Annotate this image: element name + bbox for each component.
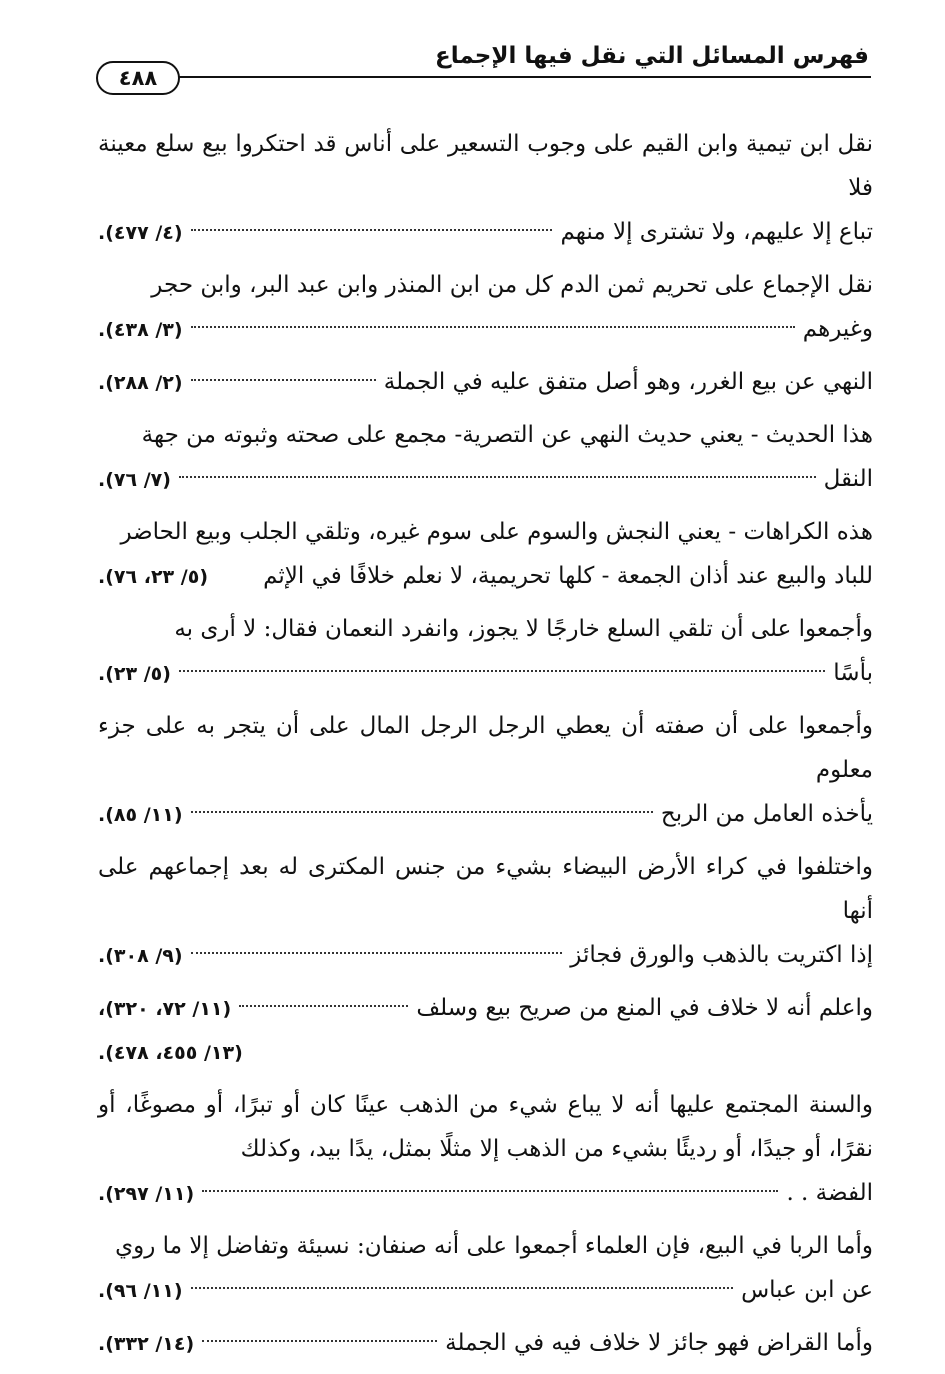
dot-leader bbox=[191, 326, 795, 328]
entry-reference: (٧/ ٧٦). bbox=[98, 469, 171, 491]
entry-reference: (٩/ ٣٠٨). bbox=[98, 945, 183, 967]
entry-reference-line bbox=[98, 1171, 873, 1216]
entry-reference-line bbox=[98, 1321, 873, 1366]
entry-reference: (١٣/ ٤٥٥، ٤٧٨). bbox=[98, 1042, 243, 1064]
entry-reference: (١١/ ٨٥). bbox=[98, 804, 183, 826]
entry-lead-text: للباد والبيع عند أذان الجمعة - كلها تحريمية، لا نعلم خلافًا في الإثم bbox=[263, 563, 873, 589]
index-entry bbox=[98, 607, 873, 696]
entry-reference: (٥/ ٢٣). bbox=[98, 663, 171, 685]
entry-reference-line bbox=[98, 651, 873, 696]
entry-text: وأما الربا في البيع، فإن العلماء أجمعوا على أنه صنفان: نسيئة وتفاضل إلا ما روي bbox=[115, 1233, 873, 1259]
entry-lead-text: وغيرهم bbox=[802, 316, 873, 342]
entry-reference-line bbox=[98, 210, 873, 255]
dot-leader bbox=[216, 573, 255, 575]
dot-leader bbox=[191, 811, 653, 813]
index-entry bbox=[98, 1083, 873, 1216]
entry-text: وأجمعوا على أن صفته أن يعطي الرجل الرجل المال على أن يتجر به على جزء معلوم bbox=[98, 713, 873, 783]
entry-reference-line bbox=[98, 1268, 873, 1313]
page-number-badge: ٤٨٨ bbox=[96, 61, 180, 95]
dot-leader bbox=[191, 379, 376, 381]
entry-reference-line bbox=[98, 307, 873, 352]
entry-lead-text: بأسًا bbox=[833, 660, 873, 686]
entry-text: واختلفوا في كراء الأرض البيضاء بشيء من جنس المكترى له بعد إجماعهم على أنها bbox=[98, 854, 873, 924]
entry-lead-text: يأخذه العامل من الربح bbox=[660, 801, 873, 827]
entry-reference-line bbox=[98, 792, 873, 837]
index-entry bbox=[98, 845, 873, 978]
index-entries-list bbox=[98, 122, 873, 1374]
entry-reference: (٣/ ٤٣٨). bbox=[98, 319, 183, 341]
entry-reference-line bbox=[98, 360, 873, 405]
entry-lead-text: تباع إلا عليهم، ولا تشترى إلا منهم bbox=[560, 219, 873, 245]
index-entry bbox=[98, 986, 873, 1075]
entry-reference: (٢/ ٢٨٨). bbox=[98, 372, 183, 394]
dot-leader bbox=[179, 476, 816, 478]
index-entry bbox=[98, 1321, 873, 1366]
entry-lead-text: إذا اكتريت بالذهب والورق فجائز bbox=[570, 942, 873, 968]
entry-text: نقل ابن تيمية وابن القيم على وجوب التسعير على أناس قد احتكروا بيع سلع معينة فلا bbox=[98, 131, 873, 201]
entry-reference: (١١/ ٩٦). bbox=[98, 1280, 183, 1302]
entry-reference-line bbox=[98, 933, 873, 978]
index-entry bbox=[98, 510, 873, 599]
dot-leader bbox=[179, 670, 825, 672]
entry-reference: (٥/ ٢٣، ٧٦). bbox=[98, 566, 209, 588]
entry-text: نقل الإجماع على تحريم ثمن الدم كل من ابن المنذر وابن عبد البر، وابن حجر bbox=[151, 272, 873, 298]
entry-reference-continuation bbox=[98, 1031, 873, 1075]
entry-text: هذه الكراهات - يعني النجش والسوم على سوم غيره، وتلقي الجلب وبيع الحاضر bbox=[120, 519, 873, 545]
header-rule bbox=[98, 76, 871, 78]
dot-leader bbox=[239, 1005, 408, 1007]
index-entry bbox=[98, 122, 873, 255]
entry-reference: (١٤/ ٣٣٢). bbox=[98, 1333, 195, 1355]
index-entry bbox=[98, 263, 873, 352]
entry-lead-text: النهي عن بيع الغرر، وهو أصل متفق عليه في الجملة bbox=[383, 369, 873, 395]
dot-leader bbox=[191, 229, 553, 231]
entry-lead-text: النقل bbox=[823, 466, 873, 492]
index-entry bbox=[98, 413, 873, 502]
running-header-title: فهرس المسائل التي نقل فيها الإجماع bbox=[435, 43, 869, 69]
entry-lead-text: واعلم أنه لا خلاف في المنع من صريح بيع وسلف bbox=[416, 995, 873, 1021]
entry-text: وأجمعوا على أن تلقي السلع خارجًا لا يجوز، وانفرد النعمان فقال: لا أرى به bbox=[174, 616, 873, 642]
entry-reference-line bbox=[98, 457, 873, 502]
dot-leader bbox=[202, 1340, 437, 1342]
entry-reference: (٤/ ٤٧٧). bbox=[98, 222, 183, 244]
entry-reference: (١١/ ٧٢، ٣٢٠)، bbox=[98, 998, 232, 1020]
entry-reference: (١١/ ٢٩٧). bbox=[98, 1183, 195, 1205]
dot-leader bbox=[202, 1190, 778, 1192]
entry-lead-text: وأما القراض فهو جائز لا خلاف فيه في الجملة bbox=[445, 1330, 873, 1356]
entry-reference-line bbox=[98, 554, 873, 599]
index-entry bbox=[98, 704, 873, 837]
index-entry bbox=[98, 1224, 873, 1313]
entry-text: هذا الحديث - يعني حديث النهي عن التصرية- مجمع على صحته وثبوته من جهة bbox=[141, 422, 873, 448]
entry-lead-text: عن ابن عباس bbox=[741, 1277, 873, 1303]
index-entry bbox=[98, 360, 873, 405]
dot-leader bbox=[191, 1287, 734, 1289]
entry-lead-text: الفضة . . bbox=[786, 1180, 873, 1206]
entry-text: والسنة المجتمع عليها أنه لا يباع شيء من الذهب عينًا كان أو تبرًا، أو مصوغًا، أو نقرًا، أو جيدًا، أو رديئًا بشيء من الذهب إلا مثلًا بمثل، يدًا بيد، وكذلك bbox=[98, 1092, 873, 1162]
entry-reference-line bbox=[98, 986, 873, 1031]
dot-leader bbox=[191, 952, 563, 954]
